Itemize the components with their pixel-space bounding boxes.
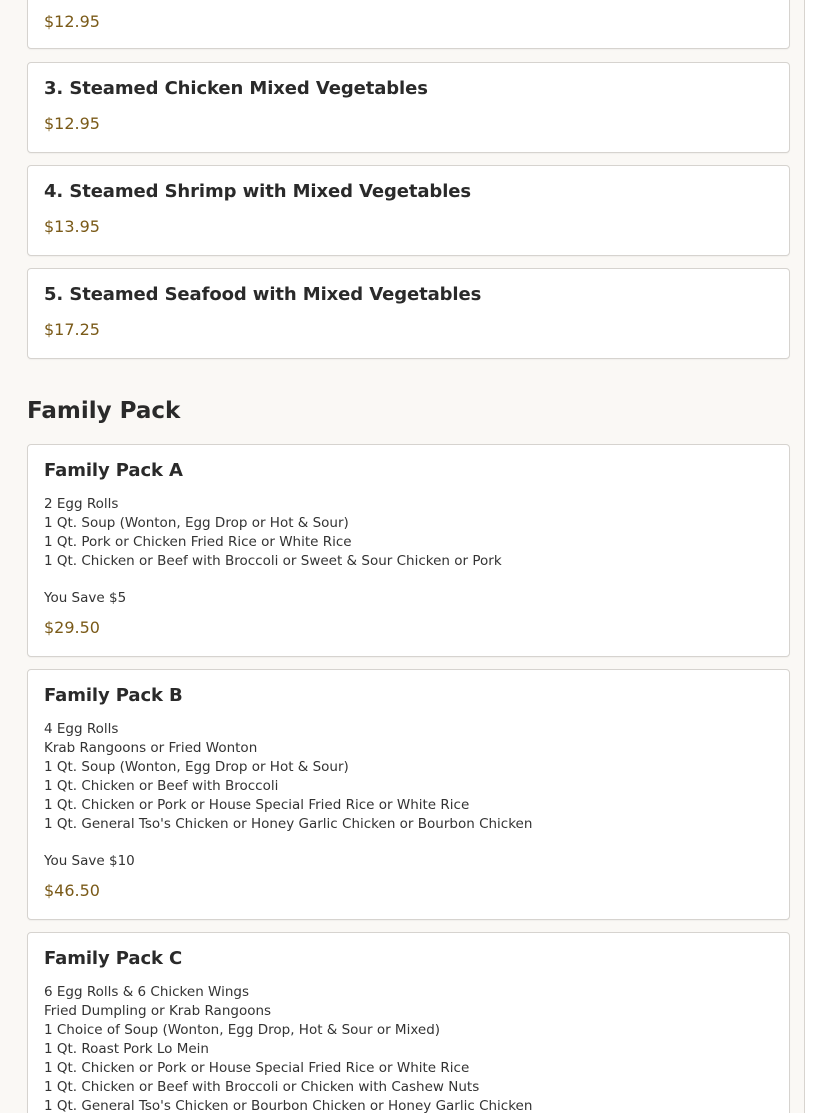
description-line: 1 Qt. Chicken or Pork or House Special Fried Rice or White Rice: [44, 1060, 470, 1076]
description-line: Fried Dumpling or Krab Rangoons: [44, 1003, 272, 1019]
item-price: $17.25: [44, 320, 100, 339]
item-description: [44, 983, 532, 1113]
description-line: 1 Qt. Chicken or Beef with Broccoli or Sweet & Sour Chicken or Pork: [44, 553, 502, 569]
item-price: $46.50: [44, 881, 100, 900]
menu-item-card[interactable]: [27, 165, 790, 256]
item-price: $13.95: [44, 217, 100, 236]
item-price: $12.95: [44, 114, 100, 133]
item-price: $12.95: [44, 12, 100, 31]
description-line: 1 Qt. Soup (Wonton, Egg Drop or Hot & Sour): [44, 759, 349, 775]
item-title: Family Pack C: [44, 948, 183, 969]
family-pack-card[interactable]: [27, 444, 790, 657]
menu-item-card[interactable]: [27, 62, 790, 153]
savings-text: You Save $5: [44, 590, 127, 606]
item-title: 3. Steamed Chicken Mixed Vegetables: [44, 78, 428, 99]
description-line: 1 Qt. Roast Pork Lo Mein: [44, 1041, 209, 1057]
savings-text: You Save $10: [44, 853, 135, 869]
description-line: 4 Egg Rolls: [44, 721, 119, 737]
description-line: Krab Rangoons or Fried Wonton: [44, 740, 258, 756]
description-line: 1 Qt. General Tso's Chicken or Honey Garlic Chicken or Bourbon Chicken: [44, 816, 533, 832]
description-line: 6 Egg Rolls & 6 Chicken Wings: [44, 984, 250, 1000]
item-title: Family Pack B: [44, 685, 183, 706]
item-title: 4. Steamed Shrimp with Mixed Vegetables: [44, 181, 472, 202]
item-description: [44, 720, 532, 834]
description-line: 2 Egg Rolls: [44, 496, 119, 512]
item-price: $29.50: [44, 618, 100, 637]
description-line: 1 Qt. Pork or Chicken Fried Rice or White Rice: [44, 534, 352, 550]
menu-item-card[interactable]: [27, 0, 790, 49]
description-line: 1 Choice of Soup (Wonton, Egg Drop, Hot & Sour or Mixed): [44, 1022, 441, 1038]
description-line: 1 Qt. Chicken or Beef with Broccoli: [44, 778, 279, 794]
family-pack-card[interactable]: [27, 669, 790, 920]
description-line: 1 Qt. General Tso's Chicken or Bourbon Chicken or Honey Garlic Chicken: [44, 1098, 533, 1113]
family-pack-card[interactable]: [27, 932, 790, 1113]
description-line: 1 Qt. Chicken or Pork or House Special Fried Rice or White Rice: [44, 797, 470, 813]
menu-item-card[interactable]: [27, 268, 790, 359]
description-line: 1 Qt. Soup (Wonton, Egg Drop or Hot & Sour): [44, 515, 349, 531]
section-title: Family Pack: [27, 398, 181, 424]
description-line: 1 Qt. Chicken or Beef with Broccoli or Chicken with Cashew Nuts: [44, 1079, 480, 1095]
item-title: 5. Steamed Seafood with Mixed Vegetables: [44, 284, 482, 305]
item-description: [44, 495, 502, 571]
item-title: Family Pack A: [44, 460, 183, 481]
